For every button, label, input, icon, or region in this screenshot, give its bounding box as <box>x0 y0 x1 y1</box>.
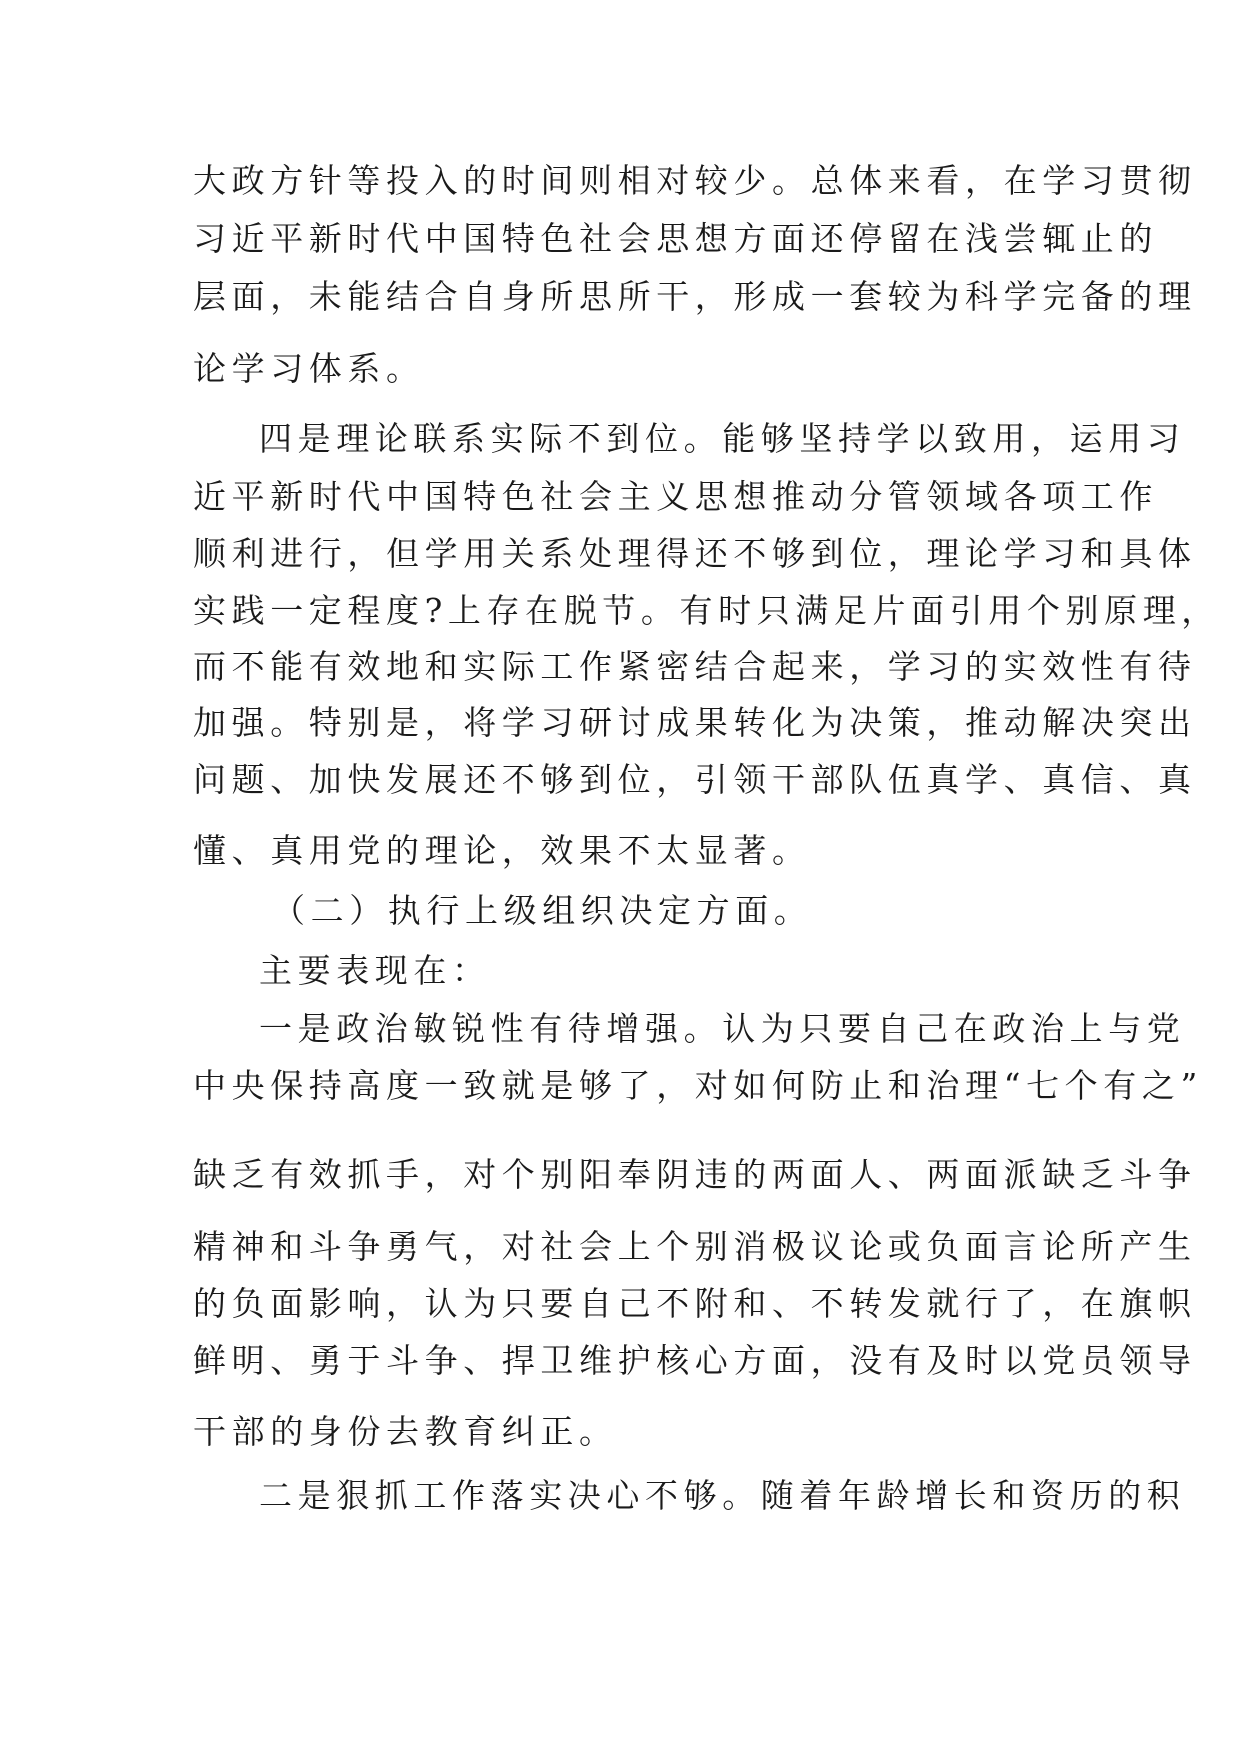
paragraph-line: 懂、真用党的理论，效果不太显著。 <box>193 831 811 870</box>
paragraph-line: 顺利进行，但学用关系处理得还不够到位，理论学习和具体 <box>193 534 1197 573</box>
paragraph-line: 的负面影响，认为只要自己不附和、不转发就行了，在旗帜 <box>193 1284 1197 1323</box>
paragraph-line: 缺乏有效抓手，对个别阳奉阴违的两面人、两面派缺乏斗争 <box>193 1155 1197 1194</box>
paragraph-line: 实践一定程度?上存在脱节。有时只满足片面引用个别原理， <box>193 591 1220 630</box>
paragraph-line: 一是政治敏锐性有待增强。认为只要自己在政治上与党 <box>259 1009 1186 1048</box>
paragraph-line: 鲜明、勇于斗争、捍卫维护核心方面，没有及时以党员领导 <box>193 1341 1197 1380</box>
paragraph-line: 问题、加快发展还不够到位，引领干部队伍真学、真信、真 <box>193 760 1197 799</box>
paragraph-line: 精神和斗争勇气，对社会上个别消极议论或负面言论所产生 <box>193 1227 1197 1266</box>
paragraph-line: 中央保持高度一致就是够了，对如何防止和治理“七个有之” <box>193 1066 1203 1105</box>
paragraph-line: 加强。特别是，将学习研讨成果转化为决策，推动解决突出 <box>193 703 1197 742</box>
paragraph-line: 论学习体系。 <box>193 349 425 388</box>
paragraph-line: 四是理论联系实际不到位。能够坚持学以致用，运用习 <box>259 419 1186 458</box>
paragraph-line: 层面，未能结合自身所思所干，形成一套较为科学完备的理 <box>193 277 1197 316</box>
paragraph-line: 主要表现在： <box>259 951 491 990</box>
paragraph-line: 而不能有效地和实际工作紧密结合起来，学习的实效性有待 <box>193 647 1197 686</box>
paragraph-line: 干部的身份去教育纠正。 <box>193 1412 618 1451</box>
paragraph-line: 习近平新时代中国特色社会思想方面还停留在浅尝辄止的 <box>193 219 1158 258</box>
paragraph-line: 大政方针等投入的时间则相对较少。总体来看，在学习贯彻 <box>193 161 1197 200</box>
paragraph-line: 二是狠抓工作落实决心不够。随着年龄增长和资历的积 <box>259 1476 1186 1515</box>
paragraph-line: 近平新时代中国特色社会主义思想推动分管领域各项工作 <box>193 477 1158 516</box>
section-heading: （二）执行上级组织决定方面。 <box>272 891 813 930</box>
